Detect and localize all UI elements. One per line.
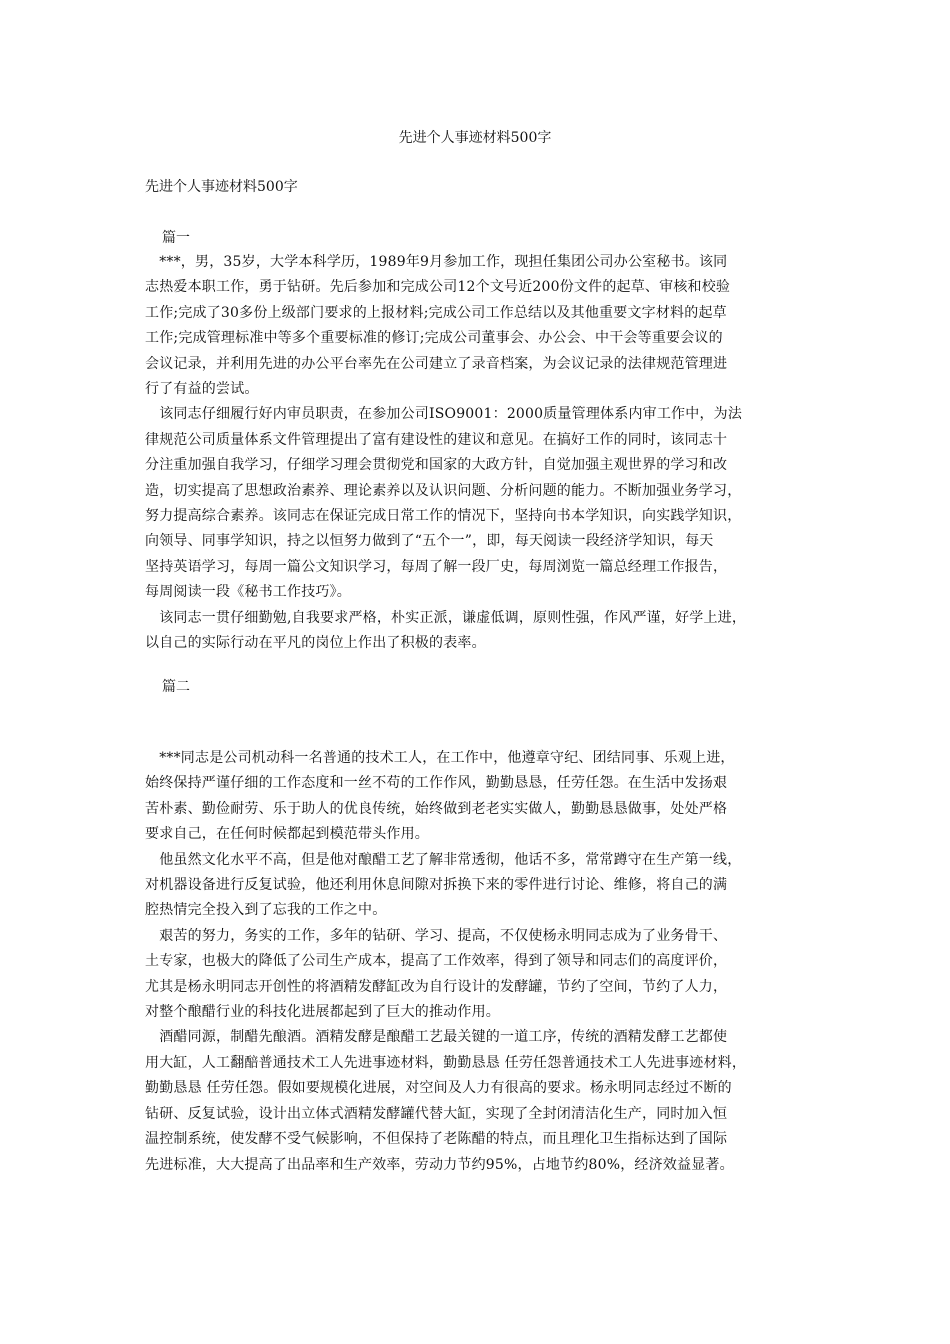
text-line: 温控制系统，使发酵不受气候影响，不但保持了老陈醋的特点，而且理化卫生指标达到了国际 bbox=[145, 1131, 728, 1148]
section-label-1: 篇一 bbox=[162, 230, 190, 246]
text-line: 用大缸，人工翻醅普通技术工人先进事迹材料，勤勤恳恳 任劳任怨普通技术工人先进事迹材料， bbox=[145, 1054, 747, 1071]
text-line: 工作;完成了30多份上级部门要求的上报材料;完成公司工作总结以及其他重要文字材料的起草 bbox=[145, 304, 727, 321]
text-line: 坚持英语学习，每周一篇公文知识学习，每周了解一段厂史，每周浏览一篇总经理工作报告， bbox=[145, 558, 728, 575]
text-line: 该同志一贯仔细勤勉,自我要求严格，朴实正派，谦虚低调，原则性强，作风严谨，好学上进， bbox=[145, 609, 747, 626]
section-body-1 bbox=[145, 250, 815, 657]
text-line: 酒醋同源，制醋先酿酒。酒精发酵是酿醋工艺最关键的一道工序，传统的酒精发酵工艺都使 bbox=[145, 1029, 728, 1046]
text-line: 工作;完成管理标准中等多个重要标准的修订;完成公司董事会、办公会、中干会等重要会议的 bbox=[145, 330, 723, 347]
document-title: 先进个人事迹材料500字 bbox=[398, 130, 552, 146]
text-line: 土专家，也极大的降低了公司生产成本，提高了工作效率，得到了领导和同志们的高度评价， bbox=[145, 953, 728, 970]
text-line: 钻研、反复试验，设计出立体式酒精发酵罐代替大缸，实现了全封闭清洁化生产，同时加入恒 bbox=[145, 1105, 728, 1122]
text-line: 律规范公司质量体系文件管理提出了富有建设性的建议和意见。在搞好工作的同时，该同志十 bbox=[145, 431, 728, 448]
text-line: 向领导、同事学知识，持之以恒努力做到了“五个一”，即，每天阅读一段经济学知识，每天 bbox=[145, 533, 714, 550]
text-line: 他虽然文化水平不高，但是他对酿醋工艺了解非常透彻，他话不多，常常蹲守在生产第一线， bbox=[145, 851, 742, 868]
text-line: 先进标准，大大提高了出品率和生产效率，劳动力节约95%，占地节约80%，经济效益显著。 bbox=[145, 1156, 734, 1173]
text-line: ***，男，35岁，大学本科学历，1989年9月参加工作，现担任集团公司办公室秘书。该同 bbox=[145, 254, 728, 270]
text-line: 对整个酿醋行业的科技化进展都起到了巨大的推动作用。 bbox=[145, 1004, 500, 1021]
text-line: 会议记录，并利用先进的办公平台率先在公司建立了录音档案，为会议记录的法律规范管理进 bbox=[145, 355, 728, 372]
section-label-2: 篇二 bbox=[162, 679, 190, 695]
text-line: 志热爱本职工作，勇于钻研。先后参加和完成公司12个文号近200份文件的起草、审核和校验 bbox=[145, 279, 731, 296]
text-line: 对机器设备进行反复试验，他还利用休息间隙对拆换下来的零件进行讨论、维修，将自己的满 bbox=[145, 877, 728, 894]
text-line: 每周阅读一段《秘书工作技巧》。 bbox=[145, 584, 351, 601]
text-line: 行了有益的尝试。 bbox=[145, 381, 259, 398]
text-line: 尤其是杨永明同志开创性的将酒精发酵缸改为自行设计的发酵罐，节约了空间，节约了人力， bbox=[145, 978, 728, 995]
text-line: 勤勤恳恳 任劳任怨。假如要规模化进展，对空间及人力有很高的要求。杨永明同志经过不断的 bbox=[145, 1080, 732, 1097]
text-line: 造，切实提高了思想政治素养、理论素养以及认识问题、分析问题的能力。不断加强业务学习， bbox=[145, 482, 742, 499]
text-line: 艰苦的努力，务实的工作，多年的钻研、学习、提高，不仅使杨永明同志成为了业务骨干、 bbox=[145, 927, 728, 944]
text-line: 分注重加强自我学习，仔细学习理会贯彻党和国家的大政方针，自觉加强主观世界的学习和改 bbox=[145, 457, 728, 474]
document-subtitle: 先进个人事迹材料500字 bbox=[145, 179, 298, 195]
text-line: 始终保持严谨仔细的工作态度和一丝不苟的工作作风，勤勤恳恳，任劳任怨。在生活中发扬艰 bbox=[145, 775, 728, 792]
text-line: 该同志仔细履行好内审员职责，在参加公司ISO9001：2000质量管理体系内审工作中，为法 bbox=[145, 406, 743, 423]
text-line: ***同志是公司机动科一名普通的技术工人，在工作中，他遵章守纪、团结同事、乐观上进， bbox=[145, 750, 735, 766]
text-line: 腔热情完全投入到了忘我的工作之中。 bbox=[145, 902, 387, 919]
text-line: 要求自己，在任何时候都起到模范带头作用。 bbox=[145, 826, 429, 843]
text-line: 苦朴素、勤俭耐劳、乐于助人的优良传统，始终做到老老实实做人，勤勤恳恳做事，处处严格 bbox=[145, 800, 728, 817]
text-line: 努力提高综合素养。该同志在保证完成日常工作的情况下，坚持向书本学知识，向实践学知识， bbox=[145, 508, 742, 525]
text-line: 以自己的实际行动在平凡的岗位上作出了积极的表率。 bbox=[145, 635, 486, 652]
section-body-2 bbox=[145, 746, 815, 1178]
